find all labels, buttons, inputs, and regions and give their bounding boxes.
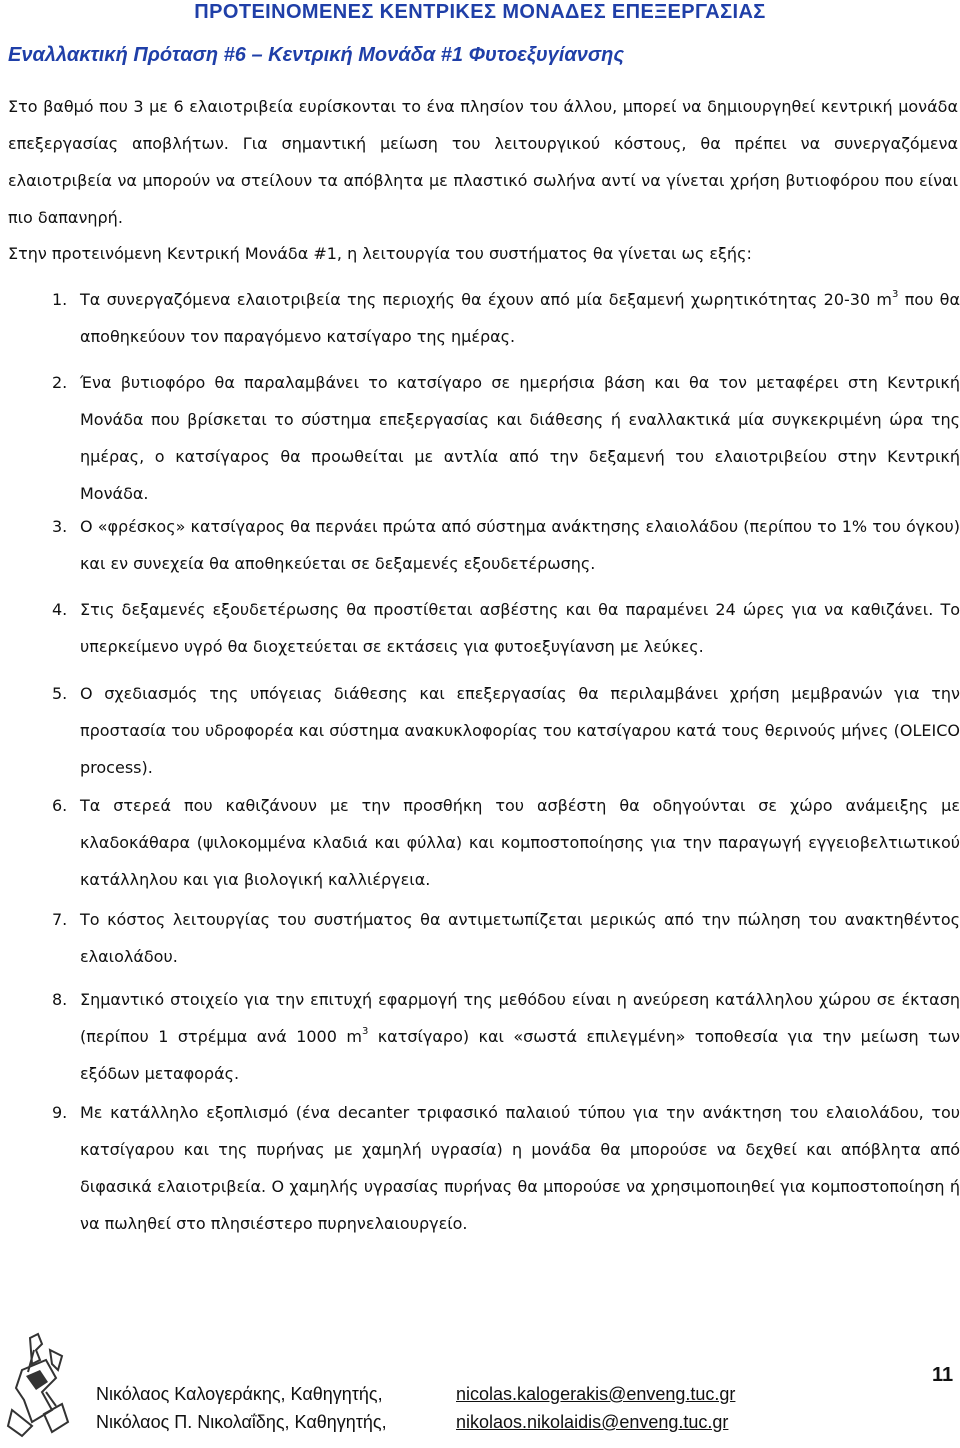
list-number: 9. <box>52 1103 68 1122</box>
page-number: 11 <box>932 1364 954 1386</box>
list-text: Ο «φρέσκος» κατσίγαρος θα περνάει πρώτα από σύστημα ανάκτησης ελαιολάδου (περίπου το 1% του όγκου) και εν συνεχεία θα αποθηκεύεται σε δεξαμενές εξουδετέρωσης. <box>80 517 960 573</box>
author-2: Νικόλαος Π. Νικολαΐδης, Καθηγητής, <box>96 1412 387 1432</box>
list-number: 1. <box>52 290 68 309</box>
list-text: Στις δεξαμενές εξουδετέρωσης θα προστίθεται ασβέστης και θα παραμένει 24 ώρες για να καθιζάνει. Το υπερκείμενο υγρό θα διοχετεύεται σε εκτάσεις για φυτοεξυγίανση με λεύκες. <box>80 600 960 656</box>
list-text: Ένα βυτιοφόρο θα παραλαμβάνει το κατσίγαρο σε ημερήσια βάση και θα τον μεταφέρει στη Κεντρική Μονάδα που βρίσκεται το σύστημα επεξεργασίας και διάθεσης ή εναλλακτικά μία συγκεκριμένη ώρα της ημέρας, ο κατσίγαρος θα προωθείται με αντλία από την δεξαμενή του ελαιοτριβείου στην Κεντρική Μονάδα. <box>80 373 960 503</box>
list-text: Σημαντικό στοιχείο για την επιτυχή εφαρμογή της μεθόδου είναι η ανεύρεση κατάλληλου χώρου σε έκταση (περίπου 1 στρέμμα ανά 1000 $m^3$ κατσίγαρο) και «σωστά επιλεγμένη» τοποθεσία για την μείωση των εξόδων μεταφοράς. <box>80 990 960 1083</box>
list-text: Το κόστος λειτουργίας του συστήματος θα αντιμετωπίζεται μερικώς από την πώληση του ανακτηθέντος ελαιολάδου. <box>80 910 960 966</box>
header-subtitle: Εναλλακτική Πρόταση #6 – Κεντρική Μονάδα #1 Φυτοεξυγίανσης <box>8 44 624 66</box>
list-number: 2. <box>52 373 68 392</box>
list-number: 5. <box>52 684 68 703</box>
intro-paragraph: Στο βαθμό που 3 με 6 ελαιοτριβεία ευρίσκονται το ένα πλησίον του άλλου, μπορεί να δημιουργηθεί κεντρική μονάδα επεξεργασίας αποβλήτων. Για σημαντική μείωση του λειτουργικού κόστους, θα πρέπει να συνεργαζόμενα ελαιοτριβεία να μπορούν να στείλουν τα απόβλητα με πλαστικό σωλήνα αντί να γίνεται χρήση βυτιοφόρου που είναι πιο δαπανηρή. <box>8 97 958 227</box>
list-text: Τα στερεά που καθιζάνουν με την προσθήκη του ασβέστη θα οδηγούνται σε χώρο ανάμειξης με κλαδοκάθαρα (ψιλοκομμένα κλαδιά και φύλλα) και κομποστοποίησης για την παραγωγή εγγειοβελτιωτικού κατάλληλου και για βιολογική καλλιέργεια. <box>80 796 960 889</box>
lead-paragraph: Στην προτεινόμενη Κεντρική Μονάδα #1, η λειτουργία του συστήματος θα γίνεται ως εξής: <box>8 244 752 263</box>
list-text: Ο σχεδιασμός της υπόγειας διάθεσης και επεξεργασίας θα περιλαμβάνει χρήση μεμβρανών για την προστασία του υδροφορέα και σύστημα ανακυκλοφορίας του κατσίγαρου κατά τους θερινούς μήνες (OLEICO process). <box>80 684 960 777</box>
university-logo-icon <box>2 1330 82 1444</box>
list-text: Με κατάλληλο εξοπλισμό (ένα decanter τριφασικό παλαιού τύπου για την ανάκτηση του ελαιολάδου, του κατσίγαρου και της πυρήνας με χαμηλή υγρασία) η μονάδα θα μπορούσε να δεχθεί και απόβλητα από διφασικά ελαιοτριβεία. Ο χαμηλής υγρασίας πυρήνας θα μπορούσε να χρησιμοποιηθεί για κομποστοποίηση ή να πωληθεί στο πλησιέστερο πυρηνελαιουργείο. <box>80 1103 960 1233</box>
email-link-1[interactable]: nicolas.kalogerakis@enveng.tuc.gr <box>456 1384 736 1404</box>
author-1: Νικόλαος Καλογεράκης, Καθηγητής, <box>96 1384 383 1404</box>
header-title: ΠΡΟΤΕΙΝΟΜΕΝΕΣ ΚΕΝΤΡΙΚΕΣ ΜΟΝΑΔΕΣ ΕΠΕΞΕΡΓΑΣΙΑΣ <box>194 1 766 23</box>
list-number: 3. <box>52 517 68 536</box>
email-link-2[interactable]: nikolaos.nikolaidis@enveng.tuc.gr <box>456 1412 729 1432</box>
list-number: 6. <box>52 796 68 815</box>
list-text: Τα συνεργαζόμενα ελαιοτριβεία της περιοχής θα έχουν από μία δεξαμενή χωρητικότητας 20-30 $m^3$ που θα αποθηκεύουν τον παραγόμενο κατσίγαρο της ημέρας. <box>80 289 960 346</box>
list-number: 7. <box>52 910 68 929</box>
list-number: 8. <box>52 990 68 1009</box>
page-footer <box>0 1320 960 1448</box>
list-number: 4. <box>52 600 68 619</box>
